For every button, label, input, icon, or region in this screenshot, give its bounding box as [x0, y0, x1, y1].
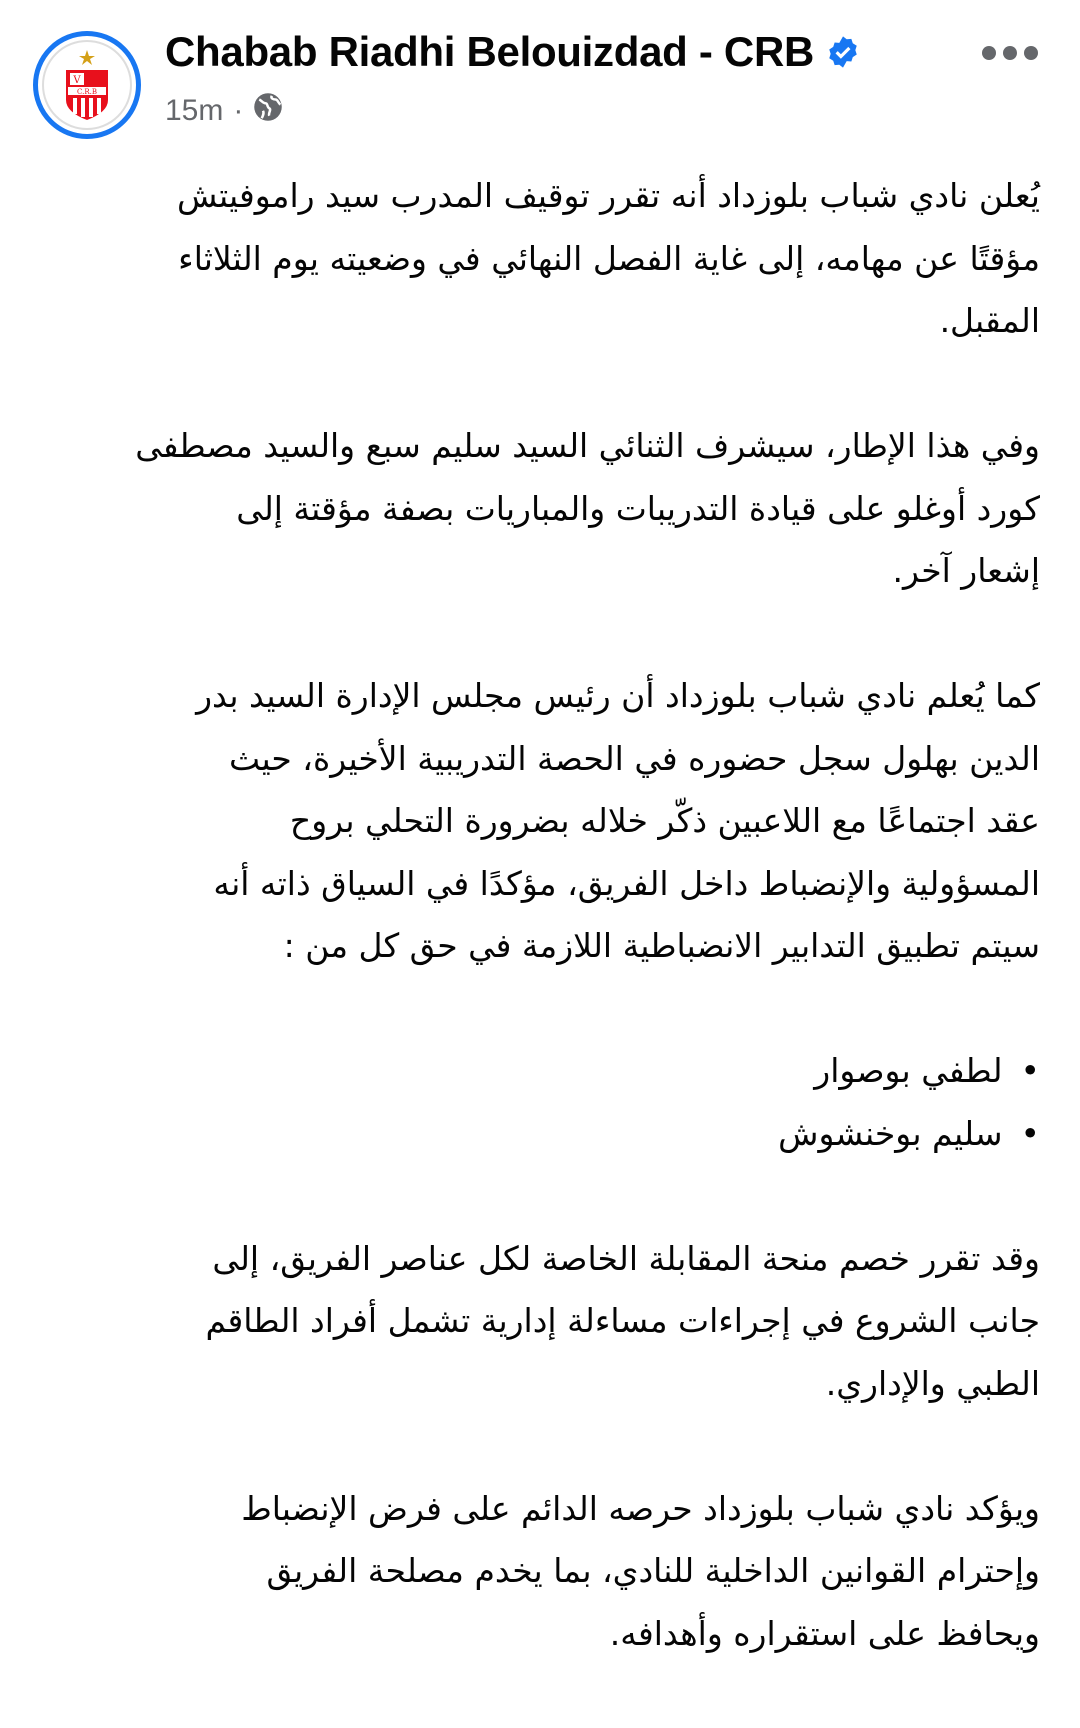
paragraph-line: كورد أوغلو على قيادة التدريبات والمباريات بصفة مؤقتة إلى — [236, 488, 1040, 528]
page-name-link[interactable]: Chabab Riadhi Belouizdad - CRB — [165, 28, 815, 75]
more-dot — [1024, 46, 1038, 60]
post-paragraph — [30, 665, 1040, 978]
meta-separator: · — [233, 94, 244, 127]
paragraph-line: كما يُعلم نادي شباب بلوزداد أن رئيس مجلس الإدارة السيد بدر — [196, 676, 1040, 715]
paragraph-line: ويؤكد نادي شباب بلوزداد حرصه الدائم على فرض الإنضباط — [241, 1488, 1040, 1528]
post-paragraph — [30, 1478, 1040, 1666]
paragraph-line: وقد تقرر خصم منحة المقابلة الخاصة لكل عناصر الفريق، إلى — [212, 1238, 1040, 1278]
paragraph-line: ويحافظ على استقراره وأهدافه. — [609, 1613, 1040, 1653]
paragraph-line: يُعلن نادي شباب بلوزداد أنه تقرر توقيف المدرب سيد راموفيتش — [176, 176, 1040, 215]
post-paragraph — [30, 1228, 1040, 1416]
paragraph-line: وإحترام القوانين الداخلية للنادي، بما يخدم مصلحة الفريق — [266, 1551, 1040, 1590]
paragraph-line: الدين بهلول سجل حضوره في الحصة التدريبية الأخيرة، حيث — [229, 738, 1040, 778]
player-list — [30, 1040, 1040, 1165]
paragraph-line: الطبي والإداري. — [825, 1363, 1040, 1403]
more-options-button[interactable] — [976, 40, 1044, 66]
paragraph-line: وفي هذا الإطار، سيشرف الثنائي السيد سليم سبع والسيد مصطفى — [135, 426, 1040, 465]
page-name-row — [165, 28, 860, 76]
post-paragraph — [30, 165, 1040, 353]
more-dot — [1003, 46, 1017, 60]
paragraph-line: سيتم تطبيق التدابير الانضباطية اللازمة في حق كل من : — [283, 926, 1040, 965]
svg-text:C.R.B: C.R.B — [77, 88, 97, 96]
globe-icon[interactable] — [253, 92, 283, 130]
paragraph-line: إشعار آخر. — [892, 551, 1040, 590]
crb-logo — [42, 40, 132, 130]
verified-badge-icon — [826, 35, 860, 69]
page-avatar[interactable] — [33, 31, 141, 139]
paragraph-line: عقد اجتماعًا مع اللاعبين ذكّر خلاله بضرورة التحلي بروح — [289, 801, 1040, 840]
post-paragraph — [30, 415, 1040, 603]
paragraph-line: مؤقتًا عن مهامه، إلى غاية الفصل النهائي في وضعيته يوم الثلاثاء — [178, 238, 1040, 278]
more-options-icon — [982, 46, 996, 60]
paragraph-line: المقبل. — [939, 301, 1040, 340]
list-item: • لطفي بوصوار — [30, 1040, 1040, 1103]
paragraph-line: المسؤولية والإنضباط داخل الفريق، مؤكدًا في السياق ذاته أنه — [213, 863, 1040, 903]
post-meta — [165, 92, 283, 130]
svg-text:V: V — [73, 75, 81, 86]
post-timestamp[interactable]: 15m — [165, 94, 224, 127]
list-item: • سليم بوخنشوش — [30, 1103, 1040, 1166]
post-body — [30, 165, 1040, 1728]
paragraph-line: جانب الشروع في إجراءات مساءلة إدارية تشمل أفراد الطاقم — [205, 1301, 1040, 1340]
